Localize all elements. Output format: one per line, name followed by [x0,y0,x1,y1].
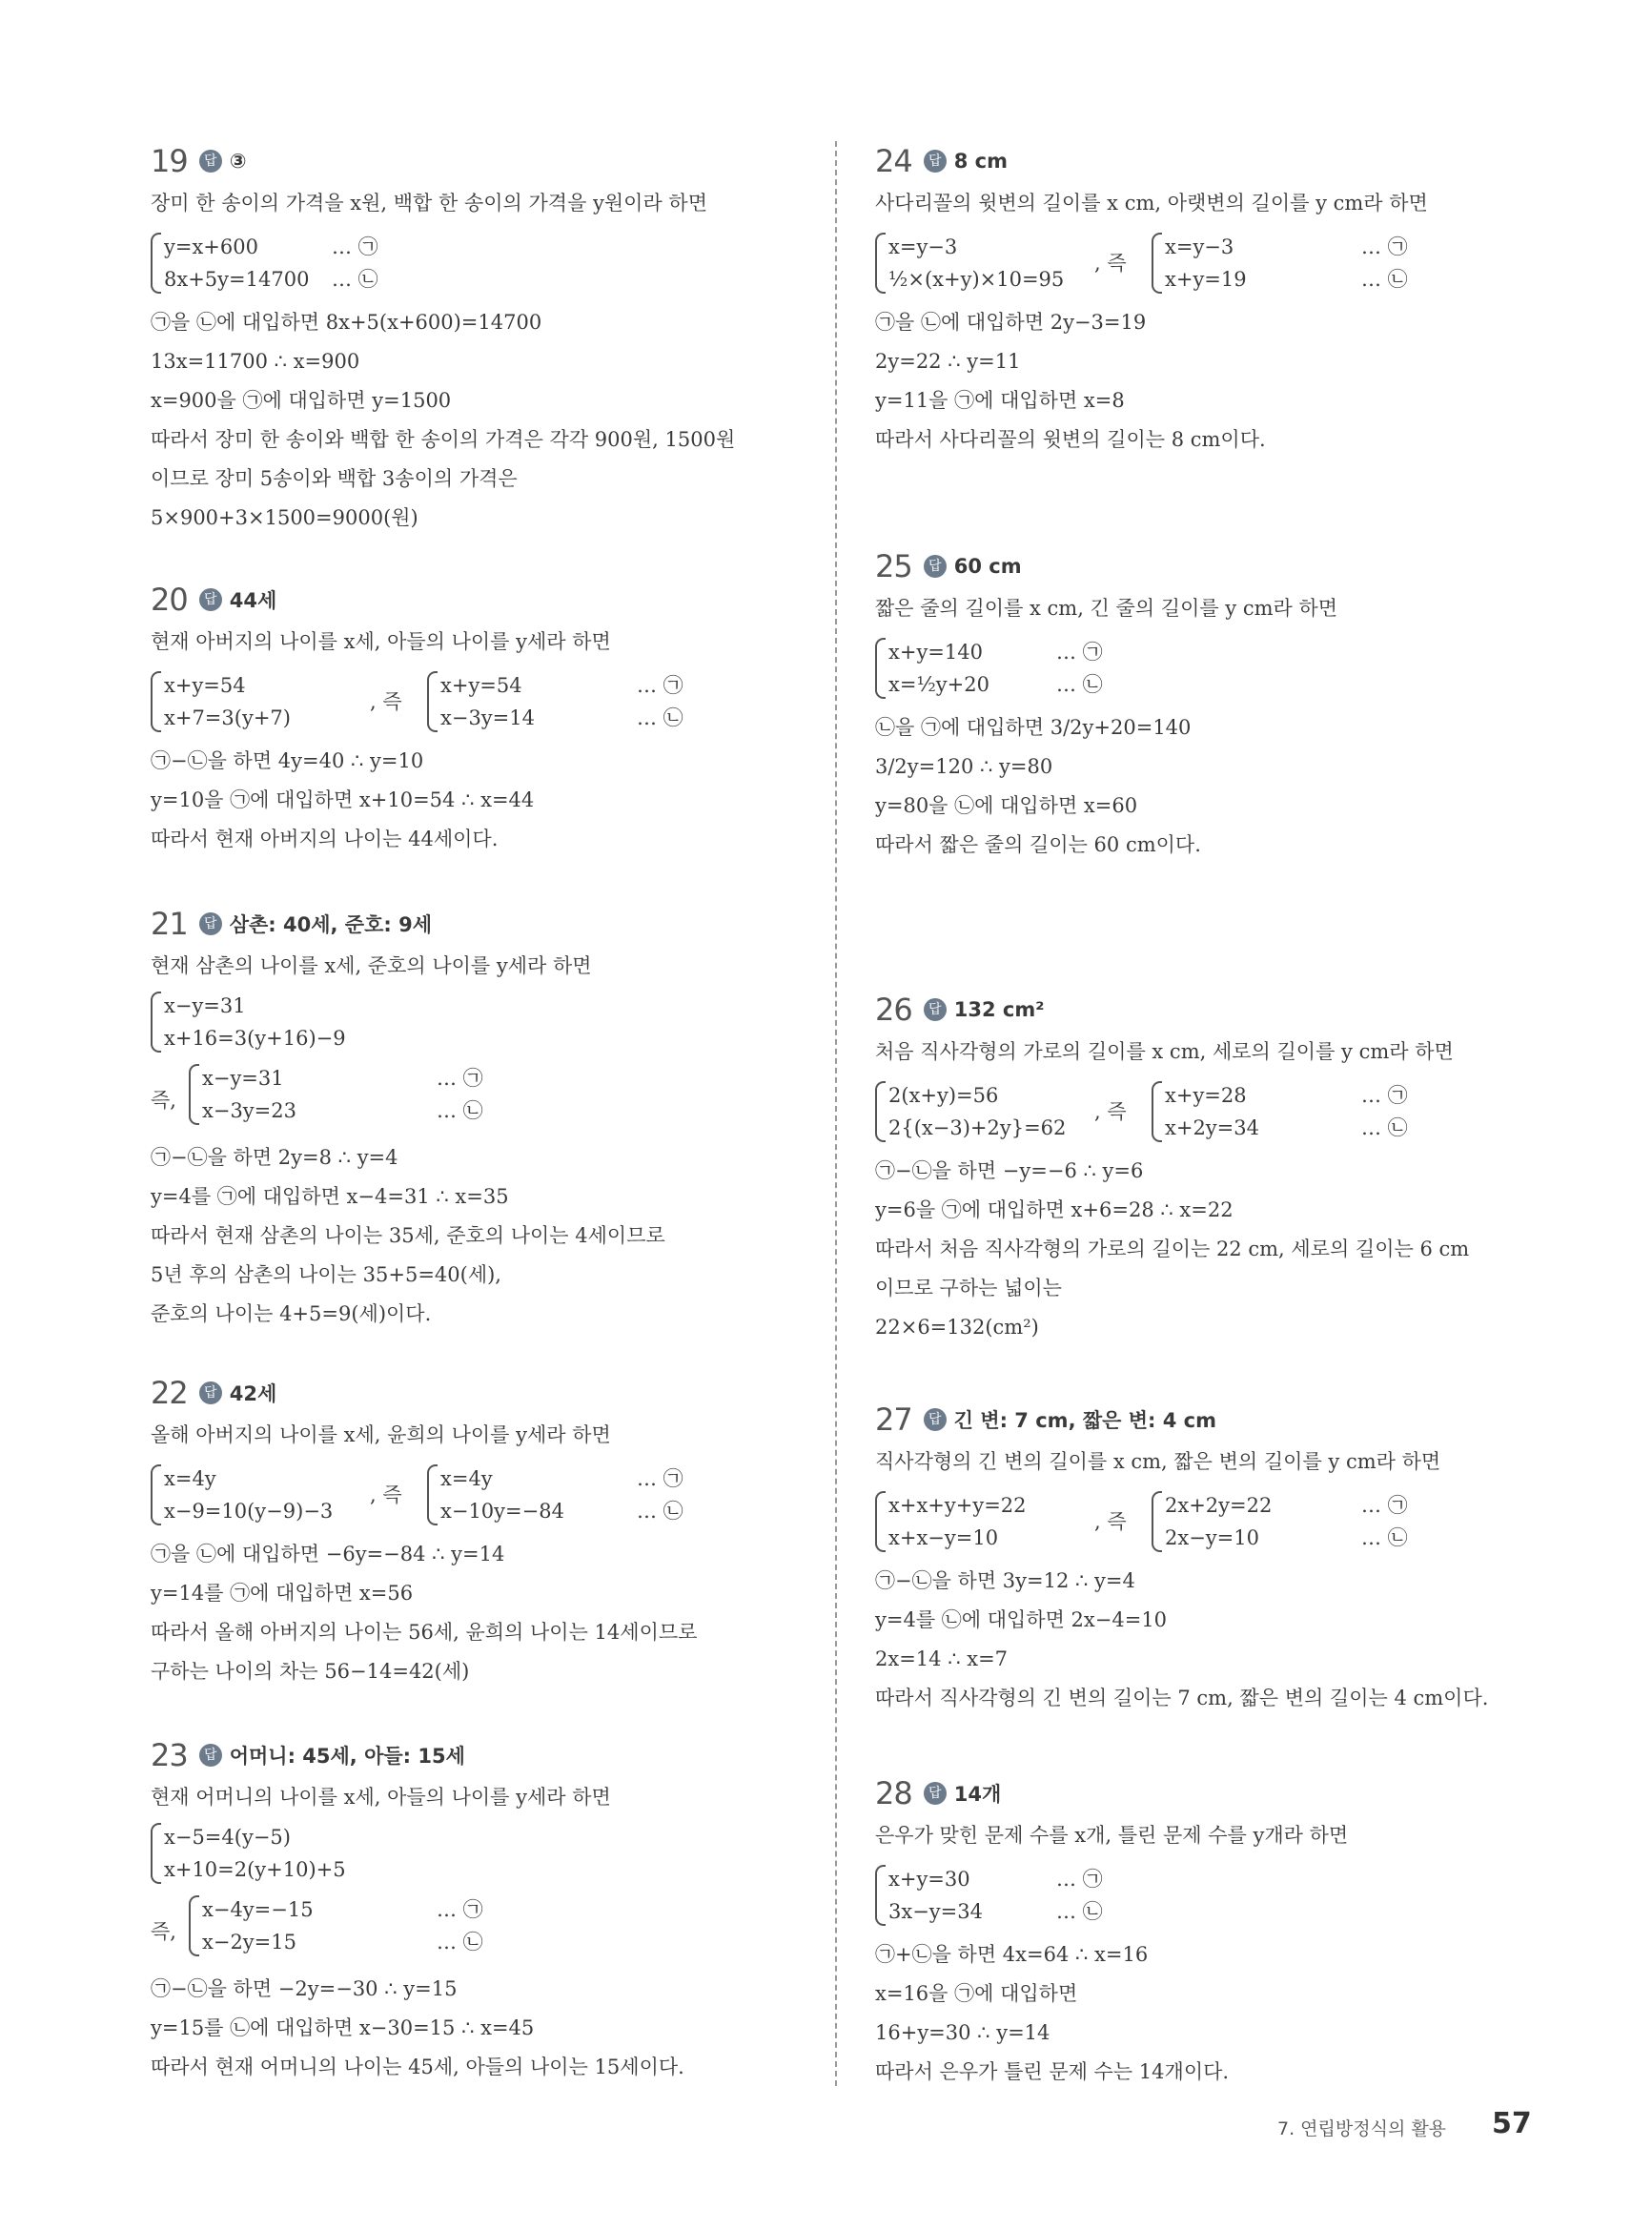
solution-line: 13x=11700 ∴ x=900 [151,350,360,373]
system-equation: x+y=54 [164,674,246,697]
system-brace [1152,233,1162,294]
problem-number: 28 [875,1775,912,1811]
problem-23 [151,1732,818,2087]
system-equation: x−y=31 [164,994,246,1017]
connector-text: , 즉 [1094,252,1127,275]
solution-line: 22×6=132(cm²) [875,1316,1039,1339]
system-equation: x+y=30 [888,1868,970,1891]
problem-answer: 42세 [229,1382,277,1405]
equation-system [1152,1489,1352,1554]
system-brace [1152,1081,1162,1142]
system-brace [151,992,161,1053]
system-brace [151,1823,161,1884]
tag-label: … ㉡ [1361,1526,1408,1549]
equation-tags [637,1463,683,1527]
system-equation: 2x+2y=22 [1165,1494,1273,1517]
system-equation: 8x+5y=14700 [164,268,310,291]
equation-system [151,1463,360,1527]
connector-text: , 즉 [1094,1510,1127,1533]
solution-line: ㉠−㉡을 하면 −2y=−30 ∴ y=15 [151,1977,458,2000]
solution-line: 따라서 올해 아버지의 나이는 56세, 윤희의 나이는 14세이므로 [151,1621,698,1644]
system-equation: x=y−3 [1165,235,1234,258]
system-row [875,1485,1542,1558]
system-equation: x−2y=15 [202,1931,296,1954]
answer-icon: 답 [924,150,947,173]
system-equation: 2x−y=10 [1165,1526,1259,1549]
tag-label: … ㉡ [1361,268,1408,291]
solution-line: 은우가 맞힌 문제 수를 x개, 틀린 문제 수를 y개라 하면 [875,1824,1349,1847]
problem-number: 20 [151,582,188,618]
solution-line: ㉠−㉡을 하면 3y=12 ∴ y=4 [875,1569,1135,1592]
system-brace [875,1865,886,1926]
connector-text: , 즉 [1094,1100,1127,1123]
solution-line: ㉠−㉡을 하면 4y=40 ∴ y=10 [151,749,424,772]
system-equation: x+y=28 [1165,1084,1247,1107]
system-equation: x+10=2(y+10)+5 [164,1858,346,1881]
equation-system [151,990,437,1054]
system-brace [151,671,161,732]
system-equation: x−y=31 [202,1067,284,1090]
equation-system [1152,231,1352,296]
solution-line: 준호의 나이는 4+5=9(세)이다. [151,1302,432,1325]
solution-line: ㉠+㉡을 하면 4x=64 ∴ x=16 [875,1943,1149,1966]
answer-icon: 답 [924,555,947,578]
problem-25 [875,543,1542,865]
system-equation: ½×(x+y)×10=95 [888,268,1065,291]
system-equation: x−3y=23 [202,1099,296,1122]
solution-line: ㉡을 ㉠에 대입하면 3/2y+20=140 [875,716,1192,739]
problem-24 [875,138,1542,460]
system-brace [189,1895,199,1956]
system-brace [189,1064,199,1125]
tag-label: … ㉡ [437,1099,483,1122]
equation-system [875,1863,1056,1928]
solution-line: 사다리꼴의 윗변의 길이를 x cm, 아랫변의 길이를 y cm라 하면 [875,192,1428,215]
system-equation: 2{(x−3)+2y}=62 [888,1116,1067,1139]
answer-icon: 답 [199,912,222,935]
system-row [875,1075,1542,1148]
system-row [151,1459,818,1531]
answer-icon: 답 [199,588,222,611]
system-row [151,665,818,738]
equation-system [875,1079,1085,1144]
problem-header [151,1732,818,1778]
tag-label: … ㉠ [437,1067,483,1090]
tag-label: … ㉡ [332,268,378,291]
system-equation: x=y−3 [888,235,958,258]
answer-icon: 답 [924,1782,947,1805]
solution-line: ㉠을 ㉡에 대입하면 2y−3=19 [875,311,1147,334]
solution-line: 따라서 장미 한 송이와 백합 한 송이의 가격은 각각 900원, 1500원 [151,428,736,451]
solution-line: y=80을 ㉡에 대입하면 x=60 [875,794,1138,817]
problem-header [875,1770,1542,1816]
problem-27 [875,1397,1542,1718]
connector-text: , 즉 [370,690,402,713]
equation-system [875,231,1085,296]
equation-system [427,1463,627,1527]
tag-label: … ㉠ [1361,1084,1408,1107]
system-equation: 2(x+y)=56 [888,1084,999,1107]
answer-icon: 답 [924,1408,947,1431]
solution-line: x=900을 ㉠에 대입하면 y=1500 [151,389,452,412]
solution-line: 따라서 사다리꼴의 윗변의 길이는 8 cm이다. [875,428,1266,451]
solution-line: 올해 아버지의 나이를 x세, 윤희의 나이를 y세라 하면 [151,1423,611,1446]
solution-line: ㉠−㉡을 하면 −y=−6 ∴ y=6 [875,1159,1144,1182]
equation-tags [1361,231,1408,296]
equation-tags [1056,1863,1103,1928]
solution-line: 2y=22 ∴ y=11 [875,350,1021,373]
problem-answer: 44세 [229,589,277,612]
problem-26 [875,987,1542,1347]
system-equation: x+y=54 [440,674,522,697]
system-equation: x−3y=14 [440,706,535,729]
solution-line: 이므로 구하는 넓이는 [875,1277,1062,1299]
solution-line: 5년 후의 삼촌의 나이는 35+5=40(세), [151,1263,501,1286]
problem-number: 21 [151,906,188,942]
solution-line: ㉠을 ㉡에 대입하면 8x+5(x+600)=14700 [151,311,542,334]
problem-answer: 60 cm [953,555,1022,578]
problem-number: 24 [875,143,912,179]
equation-system [189,1893,418,1958]
system-equation: x=4y [440,1467,493,1490]
solution-line: 따라서 처음 직사각형의 가로의 길이는 22 cm, 세로의 길이는 6 cm [875,1238,1470,1260]
tag-label: … ㉠ [1361,1494,1408,1517]
system-equation: x+16=3(y+16)−9 [164,1027,346,1050]
system-equation: x+7=3(y+7) [164,706,291,729]
problem-answer: 어머니: 45세, 아들: 15세 [229,1745,465,1768]
system-brace [875,1081,886,1142]
equation-system [427,669,627,734]
tag-label: … ㉠ [437,1898,483,1921]
solution-line: 따라서 현재 어머니의 나이는 45세, 아들의 나이는 15세이다. [151,2056,684,2078]
equation-tags [437,1062,483,1127]
tag-label: … ㉡ [637,1500,683,1523]
tag-label: … ㉡ [637,706,683,729]
tag-label: … ㉡ [1056,673,1103,696]
column-divider [835,141,837,2086]
problem-answer: 8 cm [953,150,1008,173]
tag-label: … ㉡ [1361,1116,1408,1139]
problem-number: 22 [151,1375,188,1411]
system-brace [875,1491,886,1552]
tag-label: … ㉡ [1056,1900,1103,1923]
solution-line: y=6을 ㉠에 대입하면 x+6=28 ∴ x=22 [875,1198,1234,1221]
tag-label: … ㉠ [637,674,683,697]
system-equation: x+2y=34 [1165,1116,1259,1139]
problem-header [875,987,1542,1033]
page-number: 57 [1492,2107,1532,2140]
solution-line: x=16을 ㉠에 대입하면 [875,1982,1078,2005]
solution-line: 따라서 현재 아버지의 나이는 44세이다. [151,828,499,850]
solution-line: ㉠−㉡을 하면 2y=8 ∴ y=4 [151,1146,398,1169]
equation-system [151,231,332,296]
equation-tags [332,231,378,296]
tag-label: … ㉠ [1361,235,1408,258]
system-brace [1152,1491,1162,1552]
problem-header [875,543,1542,589]
solution-line: y=10을 ㉠에 대입하면 x+10=54 ∴ x=44 [151,788,535,811]
problem-header [875,1397,1542,1442]
equation-system [151,669,360,734]
solution-line: 16+y=30 ∴ y=14 [875,2021,1050,2044]
problem-answer: ③ [229,150,247,173]
problem-header [151,1370,818,1416]
problem-28 [875,1770,1542,2092]
problem-22 [151,1370,818,1691]
solution-line: 현재 삼촌의 나이를 x세, 준호의 나이를 y세라 하면 [151,954,592,977]
system-equation: y=x+600 [164,235,258,258]
solution-line: 구하는 나이의 차는 56−14=42(세) [151,1660,470,1683]
tag-label: … ㉠ [637,1467,683,1490]
solution-line: y=4를 ㉡에 대입하면 2x−4=10 [875,1608,1168,1631]
system-equation: 3x−y=34 [888,1900,983,1923]
solution-line: 장미 한 송이의 가격을 x원, 백합 한 송이의 가격을 y원이라 하면 [151,192,707,215]
system-equation: x=½y+20 [888,673,989,696]
problem-19 [151,138,818,538]
equation-system [1152,1079,1352,1144]
problem-20 [151,577,818,859]
problem-answer: 132 cm² [953,998,1045,1021]
problem-header [151,138,818,184]
problem-answer: 14개 [953,1783,1002,1806]
system-brace [151,233,161,294]
problem-header [875,138,1542,184]
equation-tags [1361,1489,1408,1554]
system-equation: x−10y=−84 [440,1500,564,1523]
solution-line: 2x=14 ∴ x=7 [875,1647,1009,1670]
system-equation: x−5=4(y−5) [164,1826,291,1849]
solution-line: 따라서 직사각형의 긴 변의 길이는 7 cm, 짧은 변의 길이는 4 cm이다. [875,1687,1489,1709]
equation-system [151,1821,437,1886]
system-equation: x−9=10(y−9)−3 [164,1500,334,1523]
solution-line: 현재 아버지의 나이를 x세, 아들의 나이를 y세라 하면 [151,630,611,653]
problem-number: 19 [151,143,188,179]
equation-tags [637,669,683,734]
equation-system [189,1062,418,1127]
system-brace [875,233,886,294]
system-equation: x+y=19 [1165,268,1247,291]
solution-line: y=4를 ㉠에 대입하면 x−4=31 ∴ x=35 [151,1185,509,1208]
problem-number: 26 [875,992,912,1028]
solution-line: 현재 어머니의 나이를 x세, 아들의 나이를 y세라 하면 [151,1786,611,1809]
solution-line: 짧은 줄의 길이를 x cm, 긴 줄의 길이를 y cm라 하면 [875,597,1338,620]
solution-line: 3/2y=120 ∴ y=80 [875,755,1053,778]
solution-line: 이므로 장미 5송이와 백합 3송이의 가격은 [151,467,518,490]
system-row [875,227,1542,299]
equation-system [875,1489,1085,1554]
system-equation: x−4y=−15 [202,1898,314,1921]
solution-line: 직사각형의 긴 변의 길이를 x cm, 짧은 변의 길이를 y cm라 하면 [875,1450,1441,1473]
problem-header [151,577,818,623]
problem-number: 27 [875,1401,912,1438]
system-row [151,227,818,299]
solution-line: 따라서 짧은 줄의 길이는 60 cm이다. [875,833,1201,856]
solution-line: 따라서 현재 삼촌의 나이는 35세, 준호의 나이는 4세이므로 [151,1224,665,1247]
connector-text: , 즉 [370,1483,402,1506]
problem-answer: 삼촌: 40세, 준호: 9세 [229,913,432,936]
tag-label: … ㉠ [1056,641,1103,664]
connector-text: 즉, [151,1089,176,1112]
solution-line: y=14를 ㉠에 대입하면 x=56 [151,1582,414,1605]
solution-line: 처음 직사각형의 가로의 길이를 x cm, 세로의 길이를 y cm라 하면 [875,1040,1454,1063]
equation-tags [1056,636,1103,701]
system-brace [427,671,438,732]
problem-header [151,901,818,947]
system-equation: x+x−y=10 [888,1526,999,1549]
solution-line: 따라서 은우가 틀린 문제 수는 14개이다. [875,2060,1230,2083]
equation-tags [1361,1079,1408,1144]
problem-answer: 긴 변: 7 cm, 짧은 변: 4 cm [953,1409,1216,1432]
system-row [151,990,818,1135]
tag-label: … ㉡ [437,1931,483,1954]
tag-label: … ㉠ [332,235,378,258]
solution-line: y=11을 ㉠에 대입하면 x=8 [875,389,1125,412]
system-row [875,1859,1542,1932]
answer-icon: 답 [199,1744,222,1767]
equation-tags [437,1893,483,1958]
solution-line: 5×900+3×1500=9000(원) [151,506,418,529]
system-brace [427,1464,438,1525]
problem-21 [151,901,818,1334]
system-equation: x+x+y+y=22 [888,1494,1027,1517]
answer-icon: 답 [924,998,947,1021]
chapter-title: 7. 연립방정식의 활용 [1277,2118,1447,2139]
system-brace [875,638,886,699]
problem-number: 25 [875,548,912,584]
answer-icon: 답 [199,150,222,173]
answer-icon: 답 [199,1381,222,1404]
system-equation: x=4y [164,1467,216,1490]
solution-line: ㉠을 ㉡에 대입하면 −6y=−84 ∴ y=14 [151,1543,505,1565]
system-row [151,1821,818,1966]
system-row [875,632,1542,705]
tag-label: … ㉠ [1056,1868,1103,1891]
system-equation: x+y=140 [888,641,983,664]
system-brace [151,1464,161,1525]
connector-text: 즉, [151,1920,176,1943]
equation-system [875,636,1056,701]
solution-line: y=15를 ㉡에 대입하면 x−30=15 ∴ x=45 [151,2016,535,2039]
problem-number: 23 [151,1737,188,1773]
